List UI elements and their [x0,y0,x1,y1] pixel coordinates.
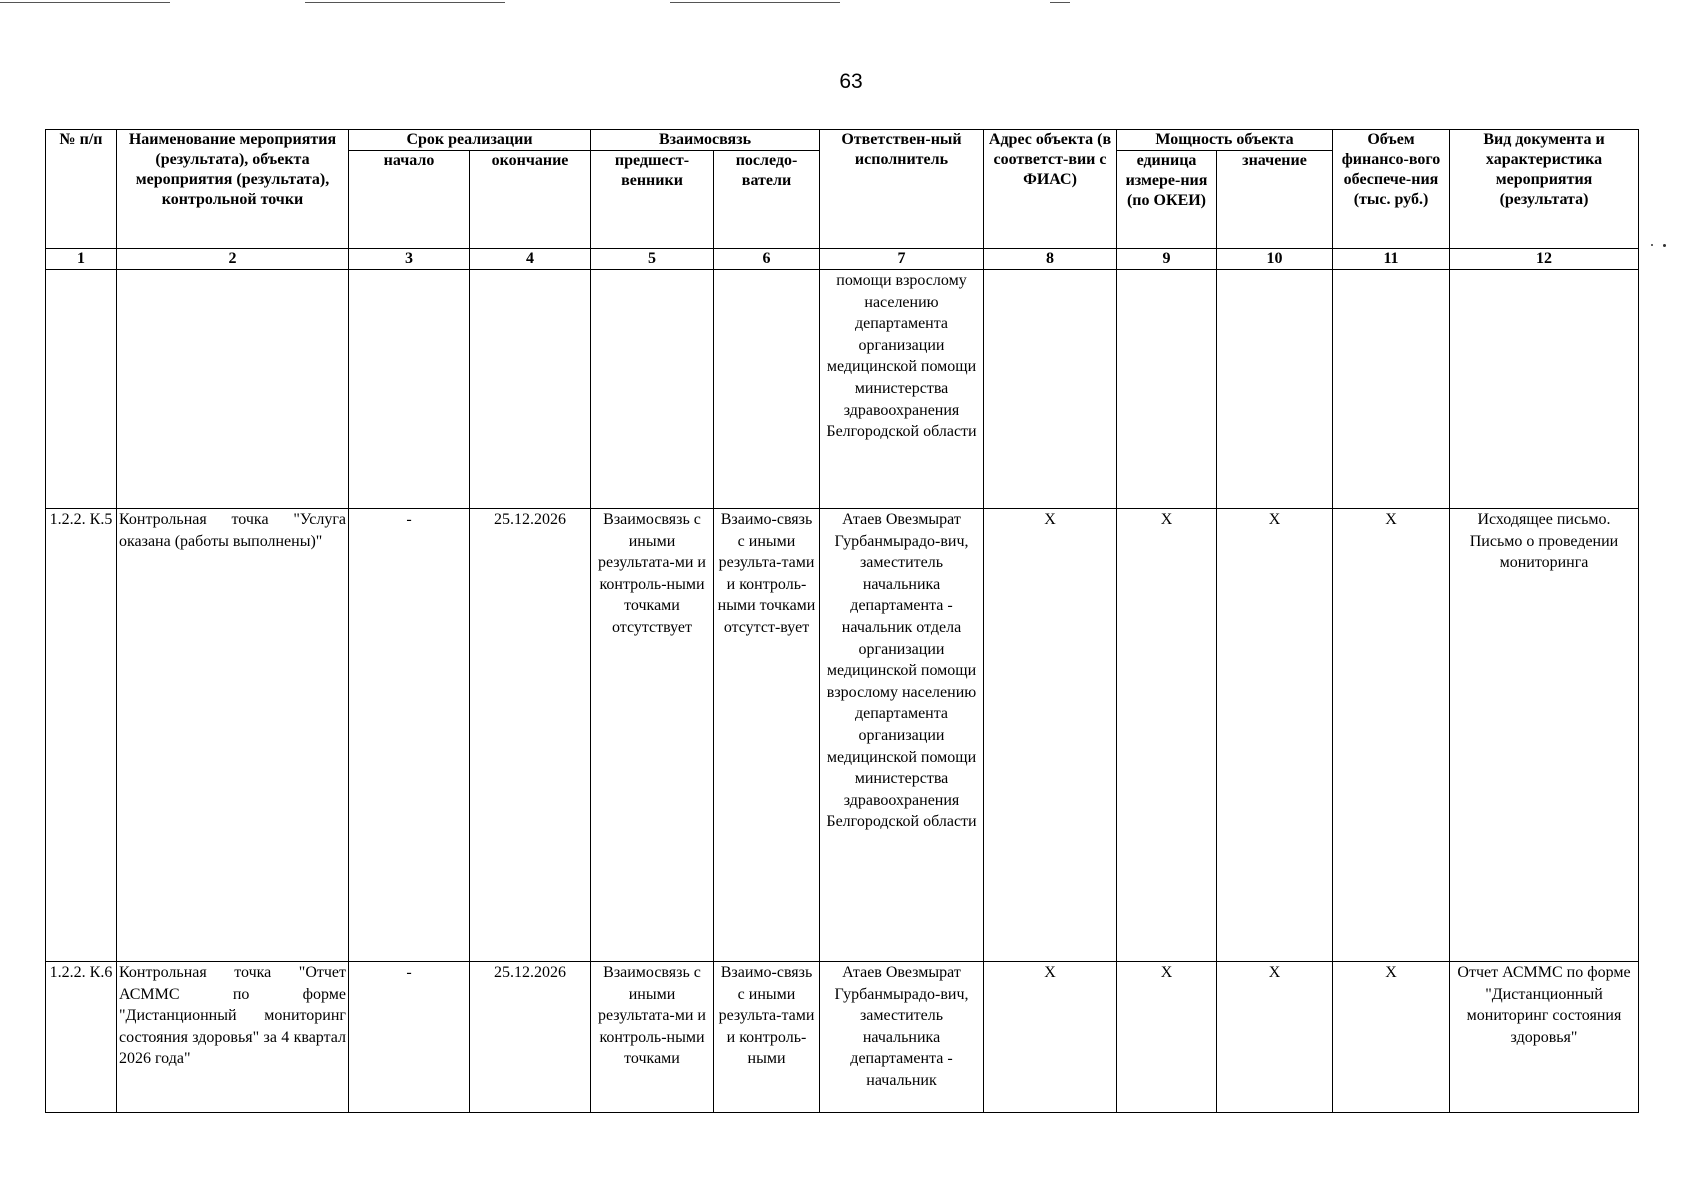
scan-edge-line [0,2,170,3]
cell-num: 1.2.2. К.5 [46,509,117,962]
cell-num: 1.2.2. К.6 [46,962,117,1113]
cell-end [470,270,591,509]
cell-prev: Взаимосвязь с иными результата-ми и контроль-ными точками отсутствует [591,509,714,962]
header-term: Срок реализации [349,130,591,151]
column-number: 7 [820,249,984,270]
table-row [46,270,1639,509]
column-number: 5 [591,249,714,270]
header-link-next: последо-ватели [714,151,820,249]
cell-next: Взаимо-связь с иными результа-тами и контроль-ными [714,962,820,1113]
column-number: 2 [117,249,349,270]
scan-edge-line [670,2,840,3]
column-number: 11 [1333,249,1450,270]
table-row [46,509,1639,962]
cell-responsible: помощи взрослому населению департамента организации медицинской помощи министерства здравоохранения Белгородской области [820,270,984,509]
cell-name: Контрольная точка "Отчет АСММС по форме "Дистанционный мониторинг состояния здоровья" за 4 квартал 2026 года" [117,962,349,1113]
column-number: 10 [1217,249,1333,270]
cell-next [714,270,820,509]
cell-responsible: Атаев Овезмырат Гурбанмырадо-вич, заместитель начальника департамента - начальник отдела организации медицинской помощи взрослому населению департамента организации медицинской помощи министерства здравоохранения Белгородской области [820,509,984,962]
cell-responsible: Атаев Овезмырат Гурбанмырадо-вич, заместитель начальника департамента - начальник [820,962,984,1113]
scan-speck [1663,244,1666,247]
cell-address: X [984,509,1117,962]
header-responsible: Ответствен-ный исполнитель [820,130,984,249]
cell-doc [1450,270,1639,509]
cell-name [117,270,349,509]
cell-value: X [1217,509,1333,962]
cell-unit: X [1117,962,1217,1113]
cell-finance: X [1333,509,1450,962]
scan-edge-line [305,2,505,3]
header-address: Адрес объекта (в соответст-вии с ФИАС) [984,130,1117,249]
header-doc-type: Вид документа и характеристика мероприятия (результата) [1450,130,1639,249]
column-number: 1 [46,249,117,270]
cell-end: 25.12.2026 [470,962,591,1113]
header-link: Взаимосвязь [591,130,820,151]
activities-table [45,129,1639,1113]
cell-prev: Взаимосвязь с иными результата-ми и контроль-ными точками [591,962,714,1113]
cell-value: X [1217,962,1333,1113]
column-number: 8 [984,249,1117,270]
cell-start [349,270,470,509]
page-number: 63 [839,70,863,93]
header-capacity: Мощность объекта [1117,130,1333,151]
scan-speck [1651,244,1653,246]
header-num: № п/п [46,130,117,249]
scan-edge-line [1050,2,1070,3]
column-number: 12 [1450,249,1639,270]
cell-num [46,270,117,509]
cell-name: Контрольная точка "Услуга оказана (работы выполнены)" [117,509,349,962]
cell-doc: Исходящее письмо. Письмо о проведении мониторинга [1450,509,1639,962]
cell-address: X [984,962,1117,1113]
cell-start: - [349,962,470,1113]
column-number: 4 [470,249,591,270]
header-name: Наименование мероприятия (результата), объекта мероприятия (результата), контрольной точки [117,130,349,249]
column-number: 3 [349,249,470,270]
cell-doc: Отчет АСММС по форме "Дистанционный мониторинг состояния здоровья" [1450,962,1639,1113]
header-link-prev: предшест-венники [591,151,714,249]
header-capacity-value: значение [1217,151,1333,249]
cell-value [1217,270,1333,509]
cell-prev [591,270,714,509]
cell-address [984,270,1117,509]
cell-unit [1117,270,1217,509]
column-number-row [46,249,1639,270]
header-finance: Объем финансо-вого обеспече-ния (тыс. руб.) [1333,130,1450,249]
cell-unit: X [1117,509,1217,962]
table-row [46,962,1639,1113]
cell-end: 25.12.2026 [470,509,591,962]
header-term-end: окончание [470,151,591,249]
cell-finance [1333,270,1450,509]
cell-next: Взаимо-связь с иными результа-тами и контроль-ными точками отсутст-вует [714,509,820,962]
column-number: 9 [1117,249,1217,270]
header-capacity-unit: единица измере-ния (по ОКЕИ) [1117,151,1217,249]
column-number: 6 [714,249,820,270]
header-row [46,130,1639,151]
cell-start: - [349,509,470,962]
cell-finance: X [1333,962,1450,1113]
header-term-start: начало [349,151,470,249]
